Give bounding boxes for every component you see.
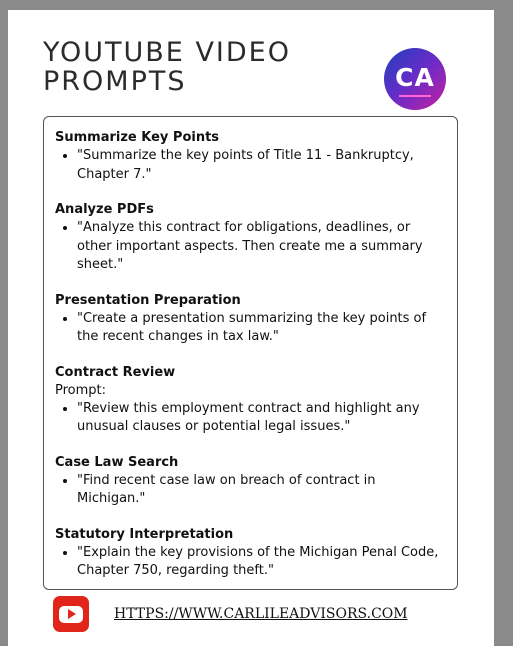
prompt-section [55, 201, 447, 275]
brand-logo [384, 48, 446, 110]
section-heading: Case Law Search [55, 454, 179, 470]
bullet-item: • "Summarize the key points of Title 11 - Bankruptcy, Chapter 7." [77, 147, 447, 184]
youtube-icon[interactable] [53, 596, 89, 632]
youtube-icon-frame [59, 606, 83, 623]
document-page [8, 10, 494, 646]
logo-underline [399, 95, 431, 97]
prompt-section [55, 364, 447, 437]
bullet-item: • "Review this employment contract and highlight any unusual clauses or potential legal issues." [77, 400, 447, 437]
bullet-item: • "Find recent case law on breach of contract in Michigan." [77, 472, 447, 509]
prompt-label: Prompt: [55, 382, 107, 398]
section-heading: Statutory Interpretation [55, 526, 234, 542]
bullet-list [55, 219, 447, 275]
title-line-1: YOUTUBE VIDEO [43, 37, 291, 68]
prompts-box [43, 116, 458, 590]
prompt-section [55, 129, 447, 184]
bullet-list [55, 310, 447, 347]
title-line-2: PROMPTS [43, 66, 187, 97]
bullet-list [55, 472, 447, 509]
bullet-item: • "Create a presentation summarizing the key points of the recent changes in tax law." [77, 310, 447, 347]
logo-text: CA [395, 62, 435, 92]
bullet-list [55, 400, 447, 437]
bullet-item: • "Explain the key provisions of the Michigan Penal Code, Chapter 750, regarding theft." [77, 544, 447, 581]
play-icon [68, 609, 76, 619]
prompt-section [55, 292, 447, 347]
page-title [43, 38, 291, 96]
section-heading: Analyze PDFs [55, 202, 154, 217]
bullet-item: • "Analyze this contract for obligations, deadlines, or other important aspects. Then create me a summary sheet." [77, 219, 447, 275]
section-heading: Summarize Key Points [55, 130, 220, 145]
prompt-section [55, 454, 447, 509]
bullet-list [55, 147, 447, 184]
bullet-list [55, 544, 447, 581]
section-heading: Presentation Preparation [55, 292, 241, 308]
section-heading: Contract Review [55, 364, 176, 380]
website-link[interactable]: HTTPS://WWW.CARLILEADVISORS.COM [114, 606, 408, 622]
prompt-section [55, 526, 447, 581]
